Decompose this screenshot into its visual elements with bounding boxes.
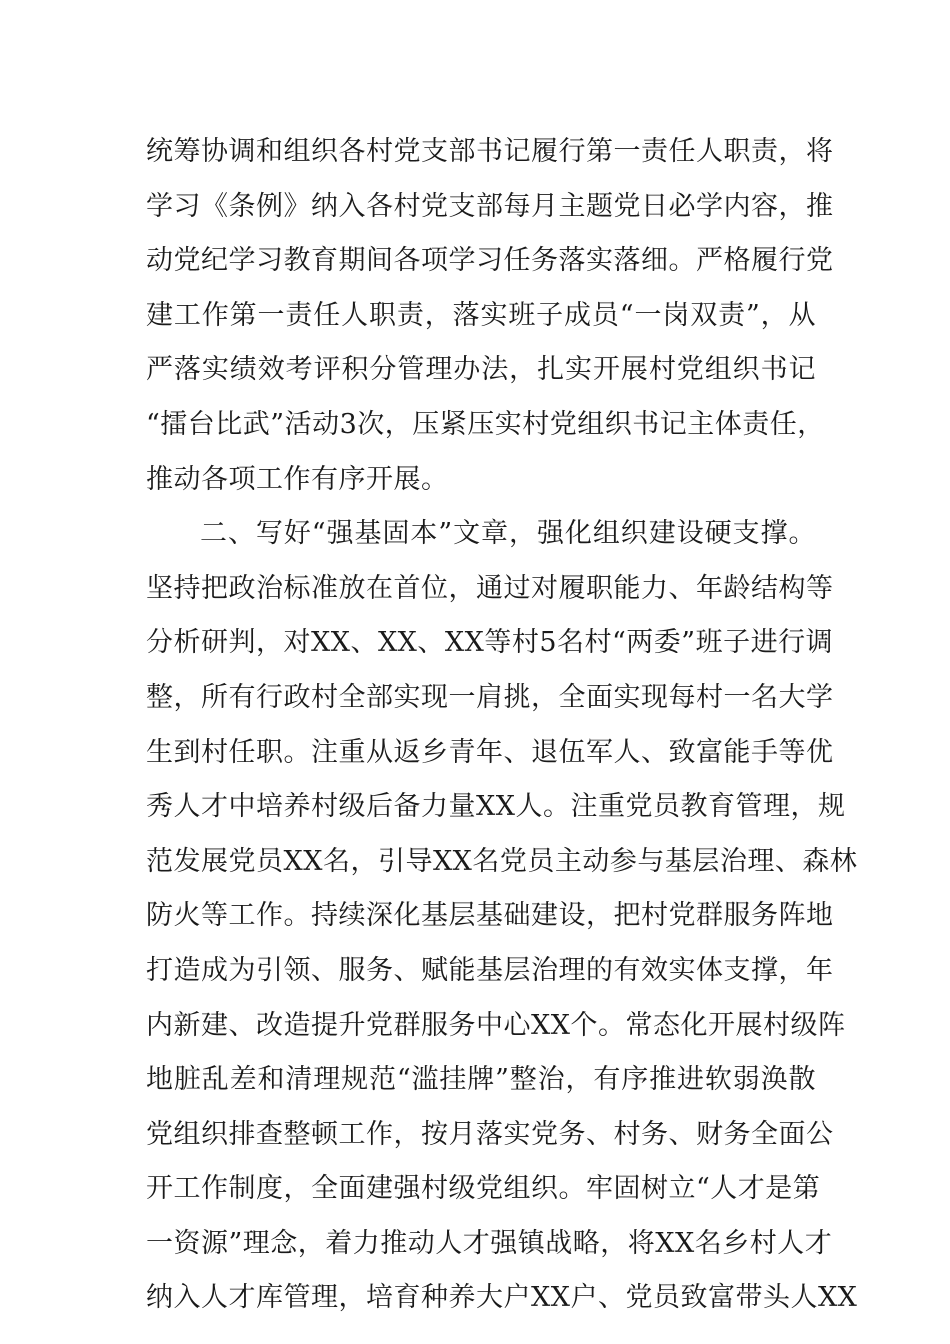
text-line: 分析研判，对XX、XX、XX等村5名村“两委”班子进行调 bbox=[146, 627, 834, 659]
text-line: 打造成为引领、服务、赋能基层治理的有效实体支撑，年 bbox=[146, 954, 834, 986]
text-line: 防火等工作。持续深化基层基础建设，把村党群服务阵地 bbox=[146, 900, 834, 932]
text-line: 坚持把政治标准放在首位，通过对履职能力、年龄结构等 bbox=[146, 572, 834, 604]
text-line: 整，所有行政村全部实现一肩挑，全面实现每村一名大学 bbox=[146, 681, 834, 713]
text-line: 动党纪学习教育期间各项学习任务落实落细。严格履行党 bbox=[146, 245, 834, 277]
text-line: 地脏乱差和清理规范“滥挂牌”整治，有序推进软弱涣散 bbox=[146, 1064, 816, 1096]
text-line: 范发展党员XX名，引导XX名党员主动参与基层治理、森林 bbox=[146, 845, 858, 877]
text-line: 建工作第一责任人职责，落实班子成员“一岗双责”，从 bbox=[146, 299, 816, 331]
text-line: 学习《条例》纳入各村党支部每月主题党日必学内容，推 bbox=[146, 190, 834, 222]
text-line: 生到村任职。注重从返乡青年、退伍军人、致富能手等优 bbox=[146, 736, 834, 768]
text-line: 严落实绩效考评积分管理办法，扎实开展村党组织书记 bbox=[146, 354, 816, 386]
text-line: 纳入人才库管理，培育种养大户XX户、党员致富带头人XX bbox=[146, 1282, 858, 1314]
text-line: 秀人才中培养村级后备力量XX人。注重党员教育管理，规 bbox=[146, 791, 846, 823]
text-line: 开工作制度，全面建强村级党组织。牢固树立“人才是第 bbox=[146, 1173, 821, 1205]
text-line: “擂台比武”活动3次，压紧压实村党组织书记主体责任， bbox=[146, 408, 825, 440]
document-body bbox=[146, 125, 858, 1326]
text-line: 党组织排查整顿工作，按月落实党务、村务、财务全面公 bbox=[146, 1118, 834, 1150]
text-line: 统筹协调和组织各村党支部书记履行第一责任人职责，将 bbox=[146, 136, 834, 167]
text-line: 内新建、改造提升党群服务中心XX个。常态化开展村级阵 bbox=[146, 1009, 846, 1041]
paragraph-1 bbox=[146, 125, 834, 507]
text-line: 推动各项工作有序开展。 bbox=[146, 463, 449, 495]
text-line: 一资源”理念，着力推动人才强镇战略，将XX名乡村人才 bbox=[146, 1227, 833, 1259]
section-heading-line: 二、写好“强基固本”文章，强化组织建设硬支撑。 bbox=[200, 518, 816, 550]
paragraph-2 bbox=[146, 507, 858, 1326]
